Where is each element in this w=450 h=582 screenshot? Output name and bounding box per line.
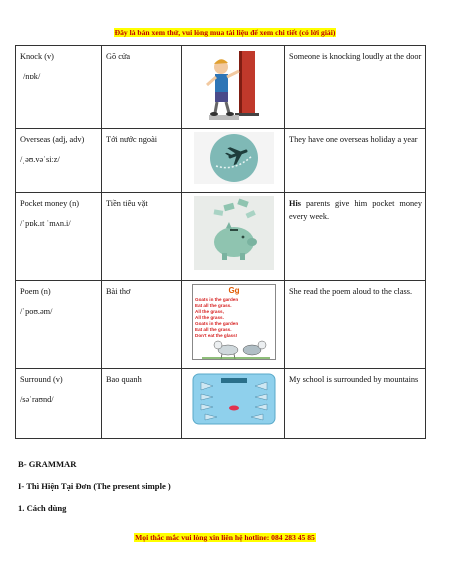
table-row — [16, 129, 426, 193]
poem-line: Goats in the garden — [194, 321, 238, 326]
vocabulary-table — [15, 45, 426, 439]
image-cell — [182, 129, 285, 193]
meaning-cell: Tiền tiêu vặt — [102, 193, 182, 281]
ipa-text: /səˈraʊnd/ — [20, 394, 54, 404]
airplane-circle-image — [194, 132, 274, 184]
word-text: Knock (v) — [20, 52, 54, 61]
poem-line: Don't eat the glass! — [194, 333, 237, 338]
image-cell — [182, 46, 285, 129]
word-cell — [16, 193, 102, 281]
meaning-cell: Bao quanh — [102, 369, 182, 439]
table-row — [16, 46, 426, 129]
example-cell: Someone is knocking loudly at the door — [285, 46, 426, 129]
poem-line: All the grass, — [194, 309, 224, 314]
word-cell — [16, 46, 102, 129]
table-row — [16, 281, 426, 369]
poem-line: Eat all the grass. — [194, 303, 232, 308]
poem-line: Goats in the garden — [194, 297, 238, 302]
man-knocking-door-image — [201, 49, 267, 123]
image-cell — [182, 281, 285, 369]
word-text: Overseas (adj, adv) — [20, 135, 85, 144]
table-row — [16, 369, 426, 439]
footer-notice-text: Mọi thắc mắc vui lòng xin liên hệ hotline: 084 283 45 85 — [135, 533, 315, 542]
grammar-item-heading: 1. Cách dùng — [18, 503, 67, 513]
ipa-text: /ˈpoʊ.əm/ — [20, 306, 53, 316]
piggy-bank-image — [194, 196, 274, 270]
ipa-text: /ˌəʊ.vəˈsiːz/ — [20, 154, 60, 164]
ipa-text: /ˈpɒk.ɪt ˈmʌn.i/ — [20, 218, 71, 228]
goat-poem-card-image — [192, 284, 276, 360]
image-cell — [182, 369, 285, 439]
meaning-cell: Bài thơ — [102, 281, 182, 369]
ipa-text: /nɒk/ — [23, 71, 41, 81]
example-cell: They have one overseas holiday a year — [285, 129, 426, 193]
poem-line: Eat all the grass. — [194, 327, 232, 332]
word-text: Surround (v) — [20, 375, 63, 384]
image-cell — [182, 193, 285, 281]
grammar-subsection-heading: I- Thì Hiện Tại Đơn (The present simple ) — [18, 481, 171, 491]
footer-notice — [0, 533, 450, 542]
poem-line: All the grass. — [194, 315, 224, 320]
word-text: Poem (n) — [20, 287, 51, 296]
example-cell — [285, 193, 426, 281]
header-notice-text: Đây là bản xem thử, vui lòng mua tài liệu để xem chi tiết (có lời giải) — [114, 28, 336, 37]
example-text: parents give him pocket money every week. — [289, 199, 422, 221]
example-cell: She read the poem aloud to the class. — [285, 281, 426, 369]
header-notice — [0, 28, 450, 37]
word-cell — [16, 129, 102, 193]
example-cell: My school is surrounded by mountains — [285, 369, 426, 439]
meaning-cell: Tới nước ngoài — [102, 129, 182, 193]
word-cell — [16, 369, 102, 439]
word-cell — [16, 281, 102, 369]
example-bold-text: His — [289, 199, 301, 208]
grammar-section-heading: B- GRAMMAR — [18, 459, 77, 469]
meaning-cell: Gõ cửa — [102, 46, 182, 129]
word-text: Pocket money (n) — [20, 199, 79, 208]
table-row — [16, 193, 426, 281]
poem-letter: Gg — [227, 286, 240, 295]
surround-diagram-image — [191, 372, 277, 426]
